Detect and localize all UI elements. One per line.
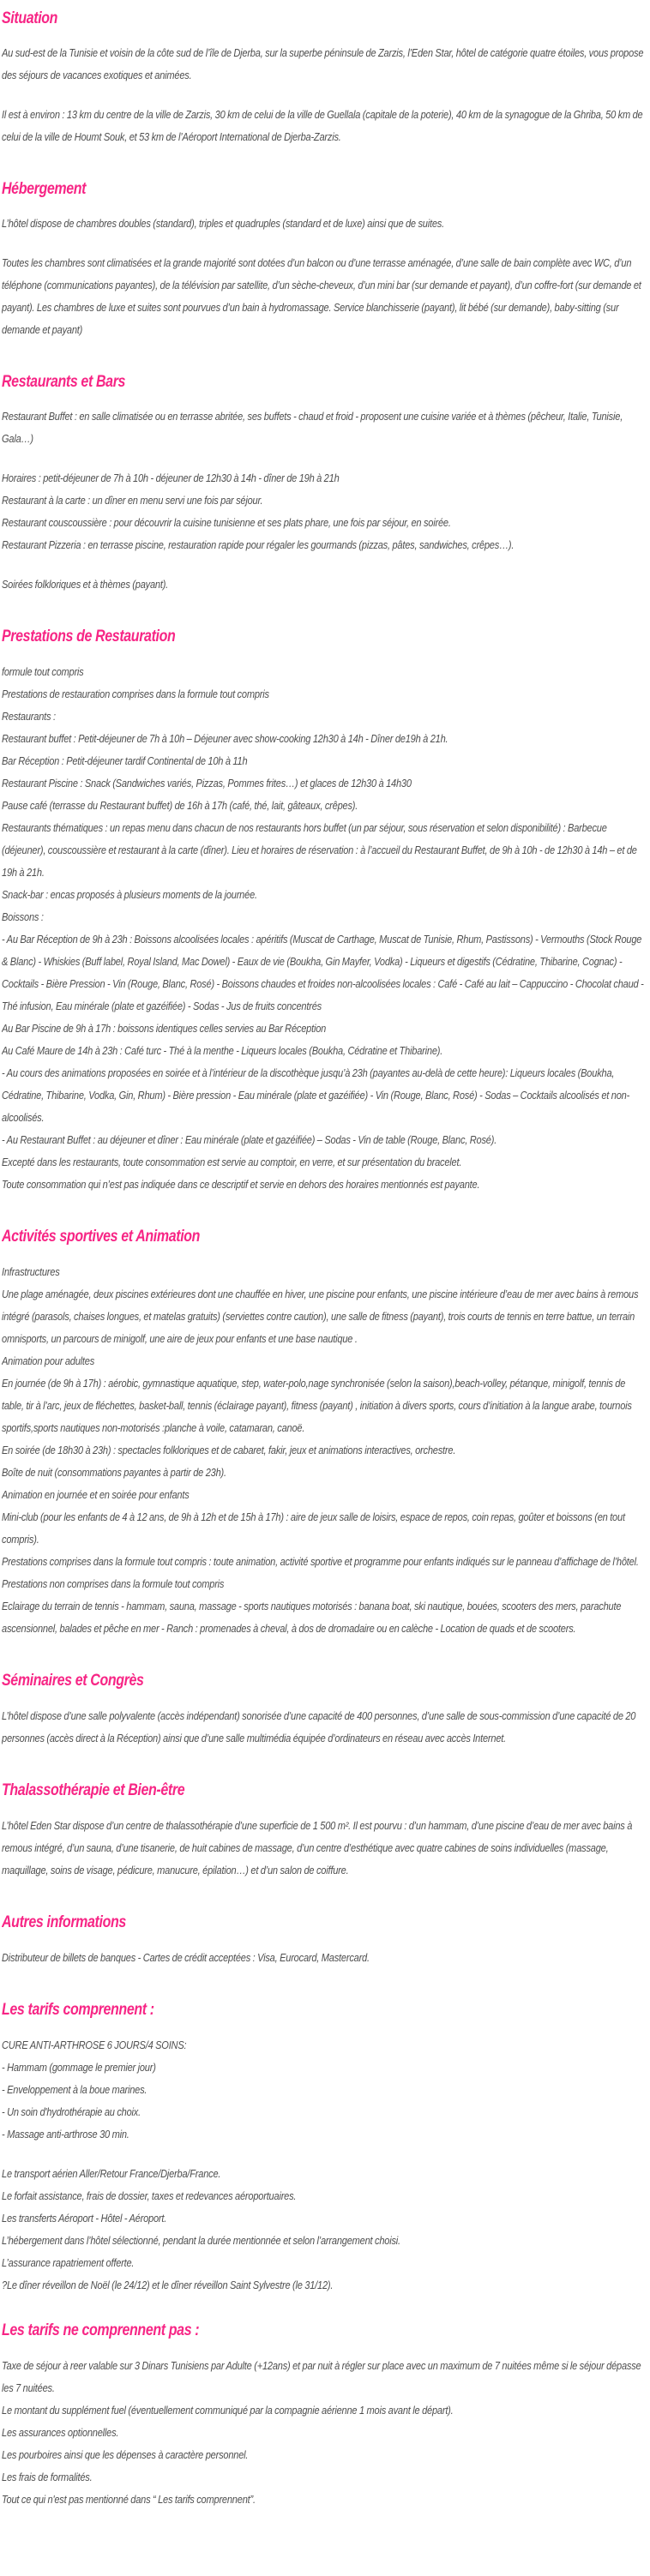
list-line: Animation en journée et en soirée pour enfants [2, 1488, 190, 1501]
heading-activites-sportives-et-animation: Activités sportives et Animation [2, 1227, 201, 1246]
list-line: Taxe de séjour à reer valable sur 3 Dinars Tunisiens par Adulte (+12ans) et par nuit à régler sur place avec un maximum de 7 nuitées même si le séjour dépasse les 7 nuitées. [2, 2359, 641, 2394]
section-les-tarifs-ne-comprennent-pas [2, 2321, 648, 2511]
list-line: - Au Restaurant Buffet : au déjeuner et dîner : Eau minérale (plate et gazéifiée) – Sodas - Vin de table (Rouge, Blanc, Rosé). [2, 1133, 497, 1146]
heading-situation: Situation [2, 9, 58, 27]
paragraph: Toutes les chambres sont climatisées et la grande majorité sont dotées d’un balcon ou d’une terrasse aménagée, d’une salle de bain complète avec WC, d’un téléphone (communications payantes), de la télévision par satellite, d’un sèche-cheveux, d’un mini bar (sur demande et payant), d’un coffre-fort (sur demande et payant). Les chambres de luxe et suites sont pourvues d’un bain à hydromassage. Service blanchisserie (payant), lit bébé (sur demande), baby-sitting (sur demande et payant) [2, 256, 641, 336]
list-line: Une plage aménagée, deux piscines extérieures dont une chauffée en hiver, une piscine pour enfants, une piscine intérieure d’eau de mer avec bains à remous intégré (parasols, chaises longues, et matelas gratuits) (serviettes contre caution), une salle de fitness (payant), trois courts de tennis en terre battue, un terrain omnisports, un parcours de minigolf, une aire de jeux pour enfants et une base nautique . [2, 1288, 639, 1345]
list-line: L’assurance rapatriement offerte. [2, 2256, 135, 2269]
list-line: formule tout compris [2, 665, 84, 678]
list-line: Restaurant couscoussière : pour découvrir la cuisine tunisienne et ses plats phare, une fois par séjour, en soirée. [2, 516, 451, 529]
list-line: Restaurant Piscine : Snack (Sandwiches variés, Pizzas, Pommes frites…) et glaces de 12h30 à 14h30 [2, 777, 412, 790]
list-line: - Hammam (gommage le premier jour) [2, 2061, 156, 2074]
list-line: Boîte de nuit (consommations payantes à partir de 23h). [2, 1466, 226, 1479]
list-line: Infrastructures [2, 1265, 60, 1278]
paragraph: Soirées folkloriques et à thèmes (payant). [2, 578, 169, 591]
list-line: Au Café Maure de 14h à 23h : Café turc - Thé à la menthe - Liqueurs locales (Boukha, Cédratine et Thibarine). [2, 1044, 443, 1057]
section-heading-wrap [2, 1780, 648, 1804]
heading-prestations-de-restauration: Prestations de Restauration [2, 627, 176, 646]
list-line: - Enveloppement à la boue marines. [2, 2083, 147, 2096]
heading-les-tarifs-ne-comprennent-pas: Les tarifs ne comprennent pas : [2, 2321, 200, 2339]
list-line: CURE ANTI-ARTHROSE 6 JOURS/4 SOINS: [2, 2039, 187, 2051]
section-prestations-de-restauration [2, 627, 648, 1196]
paragraph: L’hôtel dispose d’une salle polyvalente (accès indépendant) sonorisée d’une capacité de 400 personnes, d’une salle de sous-commission d’une capacité de 20 personnes (accès direct à la Réception) ainsi que d’une salle multimédia équipée d’ordinateurs en réseau avec accès Internet. [2, 1709, 636, 1744]
list-line: - Au Bar Réception de 9h à 23h : Boissons alcoolisées locales : apéritifs (Muscat de Carthage, Muscat de Tunisie, Rhum, Pastissons) - Vermouths (Stock Rouge & Blanc) - Whiskies (Buff label, Royal Island, Mac Dowel) - Eaux de vie (Boukha, Gin Mayfer, Vodka) - Liqueurs et digestifs (Cédratine, Thibarine, Cognac) - Cocktails - Bière Pression - Vin (Rouge, Blanc, Rosé) - Boissons chaudes et froides non-alcoolisées locales : Café - Café au lait – Cappuccino - Chocolat chaud - Thé infusion, Eau minérale (plate et gazéifiée) - Sodas - Jus de fruits concentrés [2, 933, 644, 1012]
list-line: - Un soin d'hydrothérapie au choix. [2, 2105, 141, 2118]
list-line: Pause café (terrasse du Restaurant buffet) de 16h à 17h (café, thé, lait, gâteaux, crêpes). [2, 799, 358, 812]
section-heading-wrap [2, 372, 648, 394]
paragraph: Il est à environ : 13 km du centre de la ville de Zarzis, 30 km de celui de la ville de Guellala (capitale de la poterie), 40 km de la synagogue de la Ghriba, 50 km de celui de la ville de Houmt Souk, et 53 km de l’Aéroport International de Djerba-Zarzis. [2, 108, 643, 143]
section-activites-sportives-et-animation [2, 1227, 648, 1640]
section-situation [2, 9, 648, 148]
section-autres-informations [2, 1912, 648, 1969]
list-line: L’hébergement dans l’hôtel sélectionné, pendant la durée mentionnée et selon l’arrangement choisi. [2, 2234, 400, 2247]
paragraph: Restaurant Buffet : en salle climatisée ou en terrasse abritée, ses buffets - chaud et froid - proposent une cuisine variée et à thèmes (pêcheur, Italie, Tunisie, Gala…) [2, 410, 623, 445]
section-heading-wrap [2, 627, 648, 650]
section-heading-wrap [2, 1912, 648, 1936]
paragraph: L’hôtel dispose de chambres doubles (standard), triples et quadruples (standard et de luxe) ainsi que de suites. [2, 217, 444, 230]
list-line: Les pourboires ainsi que les dépenses à caractère personnel. [2, 2448, 249, 2461]
list-line: Tout ce qui n'est pas mentionné dans “ Les tarifs comprennent”. [2, 2493, 256, 2506]
list-line: Prestations de restauration comprises dans la formule tout compris [2, 688, 269, 700]
section-thalassotherapie-et-bien-etre [2, 1780, 648, 1882]
section-heading-wrap [2, 2321, 648, 2344]
list-line: Snack-bar : encas proposés à plusieurs moments de la journée. [2, 888, 257, 901]
section-heading-wrap [2, 2000, 648, 2023]
heading-les-tarifs-comprennent: Les tarifs comprennent : [2, 2000, 154, 2019]
list-line: En journée (de 9h à 17h) : aérobic, gymnastique aquatique, step, water-polo,nage synchronisée (selon la saison),beach-volley, pétanque, minigolf, tennis de table, tir à l’arc, jeux de fléchettes, basket-ball, tennis (éclairage payant), fitness (payant) , initiation à divers sports, cours d’initiation à la langue arabe, tournois sportifs,sports nautiques non-motorisés :planche à voile, catamaran, canoë. [2, 1377, 632, 1434]
list-line: Restaurant buffet : Petit-déjeuner de 7h à 10h – Déjeuner avec show-cooking 12h30 à 14h - Dîner de19h à 21h. [2, 732, 448, 745]
section-heading-wrap [2, 1671, 648, 1694]
section-heading-wrap [2, 9, 648, 31]
section-heading-wrap [2, 1227, 648, 1250]
paragraph: L’hôtel Eden Star dispose d’un centre de thalassothérapie d’une superficie de 1 500 m². Il est pourvu : d’un hammam, d’une piscine d’eau de mer avec bains à remous intégré, d’un sauna, d’une tisanerie, de huit cabines de massage, d’un centre d’esthétique avec quatre cabines de soins individuelles (massage, maquillage, soins de visage, pédicure, manucure, épilation…) et d’un salon de coiffure. [2, 1819, 633, 1876]
list-line: Les assurances optionnelles. [2, 2426, 119, 2439]
list-line: Prestations comprises dans la formule tout compris : toute animation, activité sportive et programme pour enfants indiqués sur le panneau d’affichage de l’hôtel. [2, 1555, 639, 1568]
list-line: Le forfait assistance, frais de dossier, taxes et redevances aéroportuaires. [2, 2189, 297, 2202]
list-line: Les frais de formalités. [2, 2471, 93, 2483]
paragraph: Distributeur de billets de banques - Cartes de crédit acceptées : Visa, Eurocard, Mastercard. [2, 1951, 370, 1964]
list-line: Restaurants thématiques : un repas menu dans chacun de nos restaurants hors buffet (un par séjour, sous réservation et selon disponibilité) : Barbecue (déjeuner), couscoussière et restaurant à la carte (dîner). Lieu et horaires de réservation : à l’accueil du Restaurant Buffet, de 9h à 10h - de 12h30 à 14h – et de 19h à 21h. [2, 821, 637, 879]
list-line: Animation pour adultes [2, 1354, 95, 1367]
list-line: Restaurants : [2, 710, 56, 723]
heading-hebergement: Hébergement [2, 179, 87, 198]
list-line: Restaurant Pizzeria : en terrasse piscine, restauration rapide pour régaler les gourmands (pizzas, pâtes, sandwiches, crêpes…). [2, 538, 515, 551]
list-line: Prestations non comprises dans la formule tout compris [2, 1577, 225, 1590]
list-line: Mini-club (pour les enfants de 4 à 12 ans, de 9h à 12h et de 15h à 17h) : aire de jeux salle de loisirs, espace de repos, coin repas, goûter et boissons (en tout compris). [2, 1510, 625, 1546]
section-hebergement [2, 179, 648, 341]
list-line: Au Bar Piscine de 9h à 17h : boissons identiques celles servies au Bar Réception [2, 1022, 327, 1035]
list-line: Boissons : [2, 910, 44, 923]
top-spacer [2, 0, 648, 9]
heading-restaurants-et-bars: Restaurants et Bars [2, 372, 126, 391]
section-les-tarifs-comprennent [2, 2000, 648, 2297]
heading-seminaires-et-congres: Séminaires et Congrès [2, 1671, 144, 1690]
list-line: Bar Réception : Petit-déjeuner tardif Continental de 10h à 11h [2, 754, 248, 767]
list-line: - Au cours des animations proposées en soirée et à l’intérieur de la discothèque jusqu’à 23h (payantes au-delà de cette heure): Liqueurs locales (Boukha, Cédratine, Thibarine, Vodka, Gin, Rhum) - Bière pression - Eau minérale (plate et gazéifiée) - Vin (Rouge, Blanc, Rosé) - Sodas – Cocktails alcoolisés et non-alcoolisés. [2, 1066, 630, 1124]
list-line: Excepté dans les restaurants, toute consommation est servie au comptoir, en verre, et sur présentation du bracelet. [2, 1156, 462, 1168]
list-line: En soirée (de 18h30 à 23h) : spectacles folkloriques et de cabaret, fakir, jeux et animations interactives, orchestre. [2, 1444, 456, 1456]
paragraph: Au sud-est de la Tunisie et voisin de la côte sud de l’île de Djerba, sur la superbe péninsule de Zarzis, l’Eden Star, hôtel de catégorie quatre étoiles, vous propose des séjours de vacances exotiques et animées. [2, 46, 644, 81]
section-heading-wrap [2, 179, 648, 201]
heading-autres-informations: Autres informations [2, 1912, 126, 1931]
list-line: Le transport aérien Aller/Retour France/Djerba/France. [2, 2167, 221, 2180]
list-line: Toute consommation qui n’est pas indiquée dans ce descriptif et servie en dehors des horaires mentionnés est payante. [2, 1178, 480, 1191]
list-line: ?Le dîner réveillon de Noël (le 24/12) et le dîner réveillon Saint Sylvestre (le 31/12). [2, 2279, 334, 2291]
list-line: Eclairage du terrain de tennis - hammam, sauna, massage - sports nautiques motorisés : banana boat, ski nautique, bouées, scooters des mers, parachute ascensionnel, balades et pêche en mer - Ranch : promenades à cheval, à dos de dromadaire ou en calèche - Location de quads et de scooters. [2, 1600, 622, 1635]
list-line: Horaires : petit-déjeuner de 7h à 10h - déjeuner de 12h30 à 14h - dîner de 19h à 21h [2, 471, 340, 484]
section-seminaires-et-congres [2, 1671, 648, 1750]
list-line: - Massage anti-arthrose 30 min. [2, 2128, 129, 2141]
list-line: Restaurant à la carte : un dîner en menu servi une fois par séjour. [2, 494, 263, 507]
heading-thalassotherapie-et-bien-etre: Thalassothérapie et Bien-être [2, 1780, 185, 1799]
list-line: Les transferts Aéroport - Hôtel - Aéroport. [2, 2212, 167, 2225]
list-line: Le montant du supplément fuel (éventuellement communiqué par la compagnie aérienne 1 mois avant le départ). [2, 2404, 454, 2417]
section-restaurants-et-bars [2, 372, 648, 596]
